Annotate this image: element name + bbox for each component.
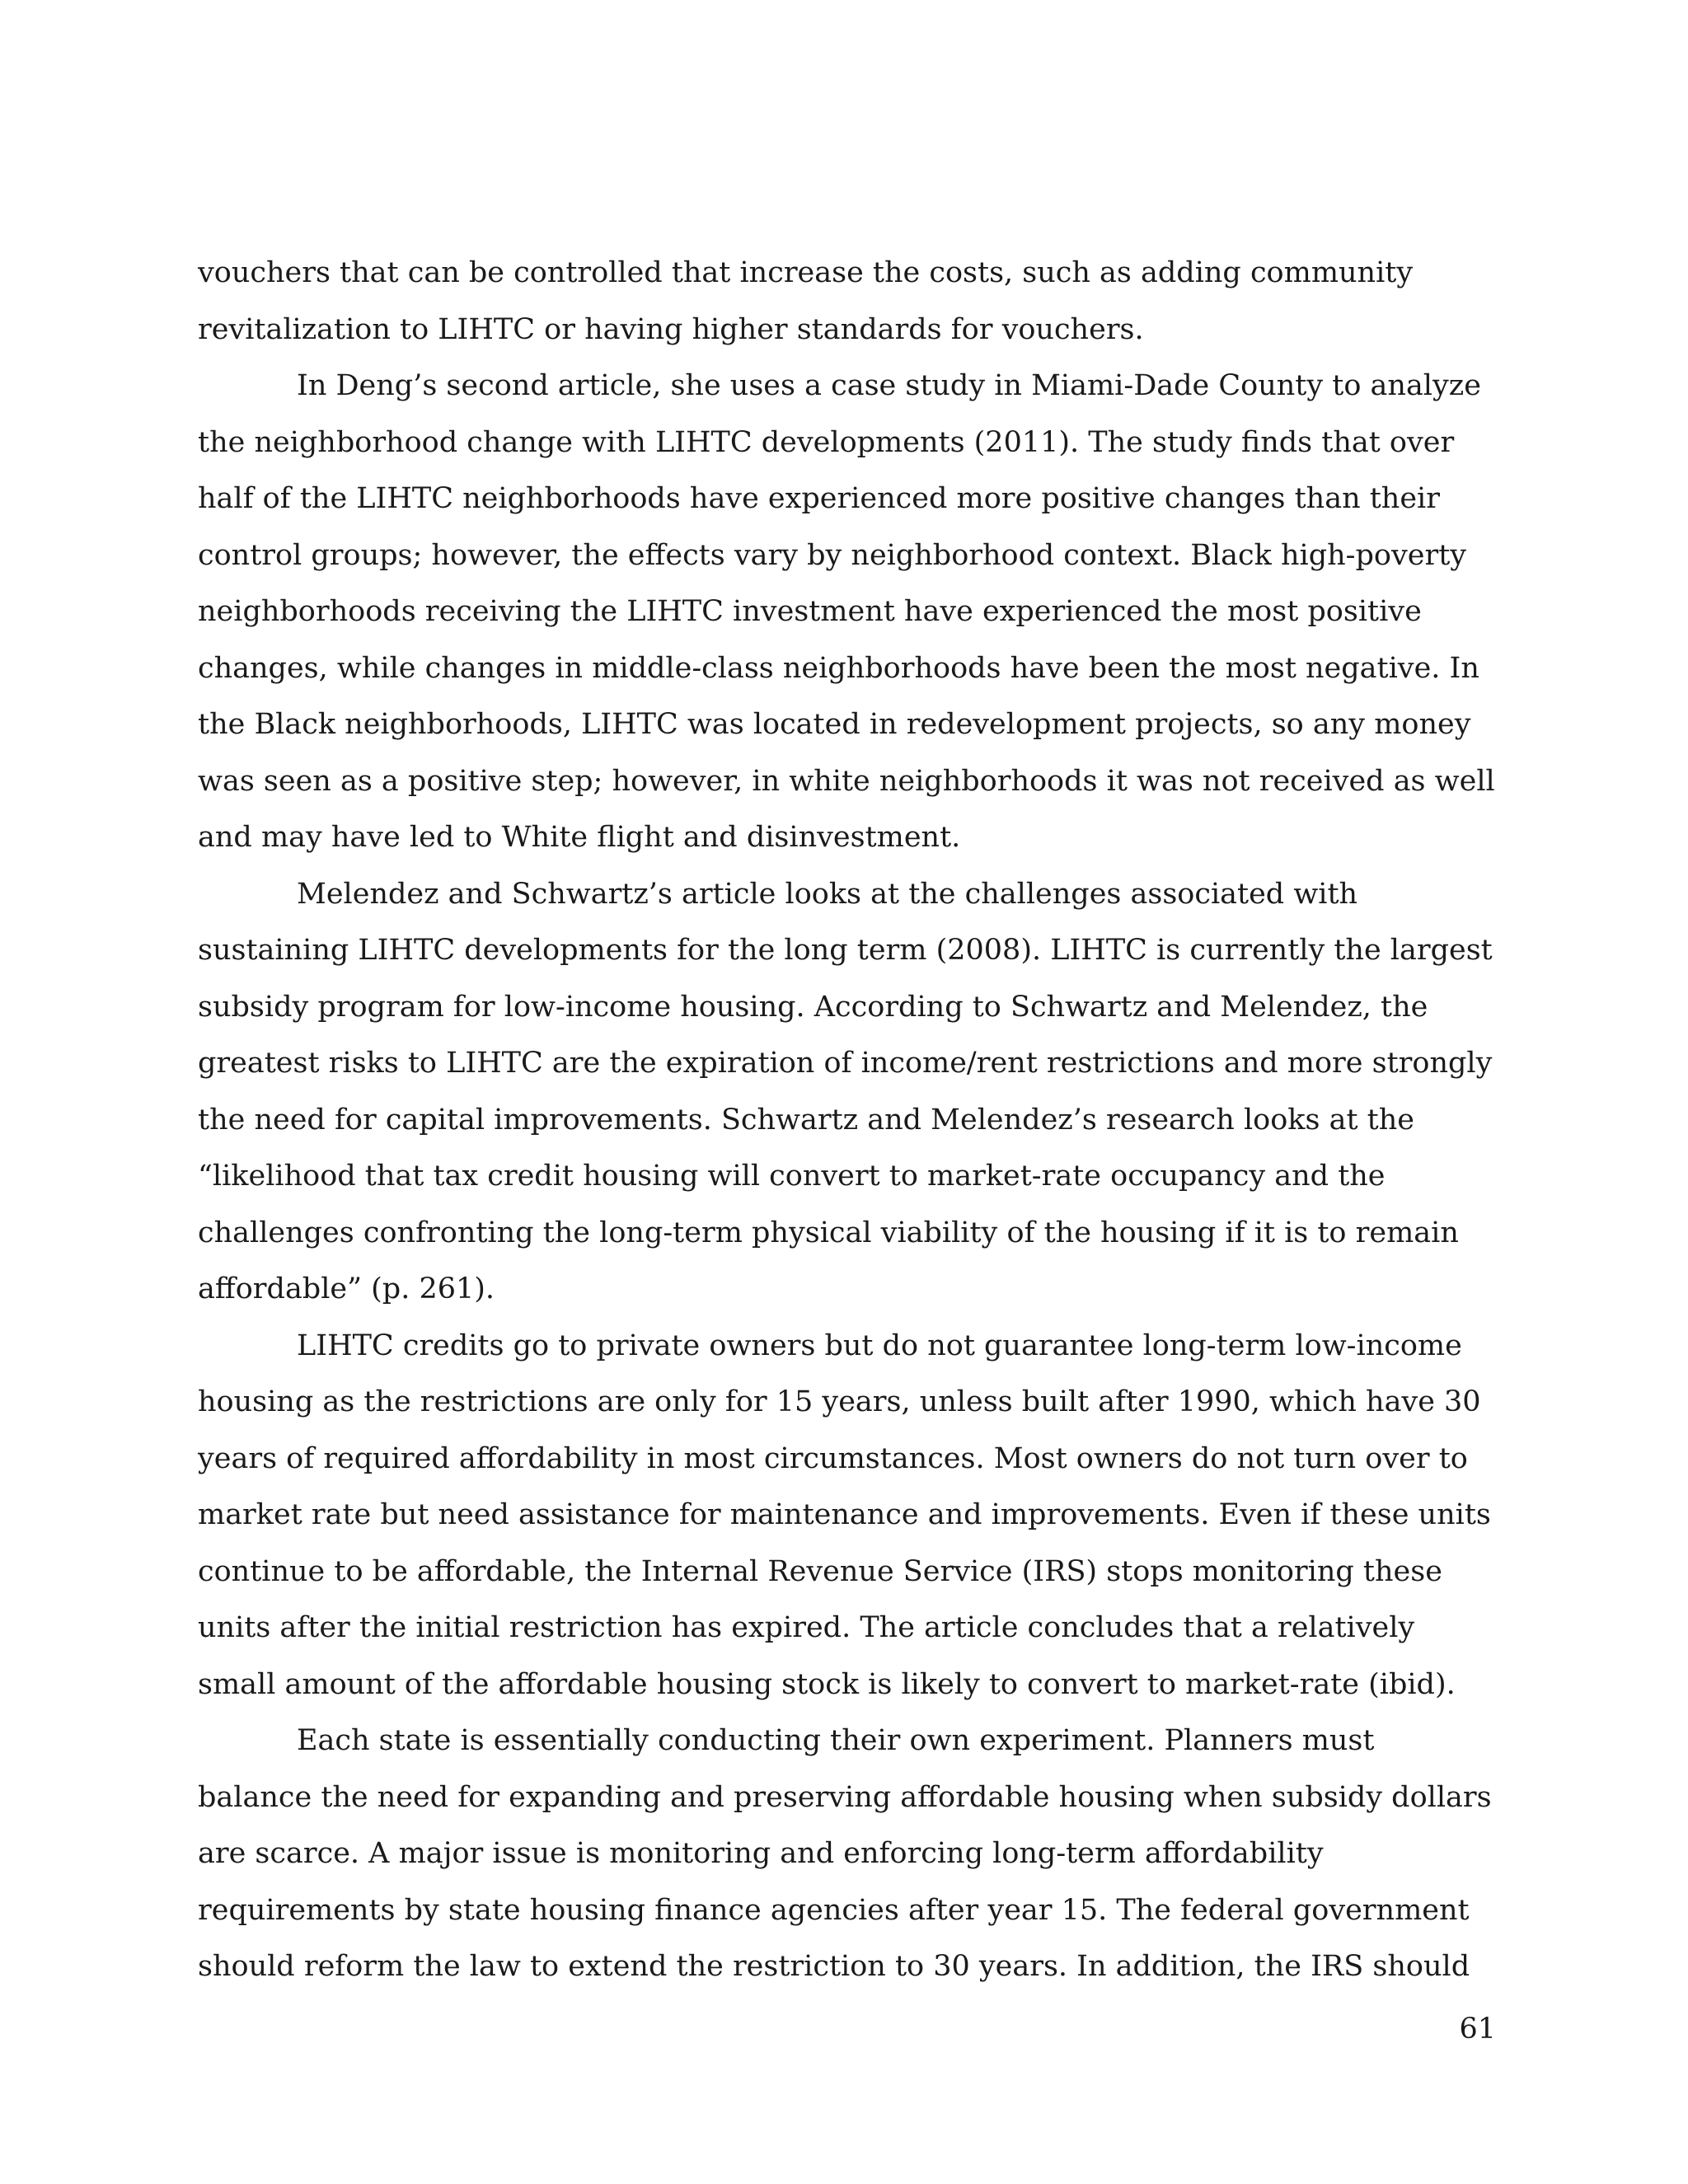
paragraph-3: Melendez and Schwartz’s article looks at the challenges associated with sustaining LIHTC developments for the long term (2008). LIHTC is currently the largest subsidy program for low-income housing. According to Schwartz and Melendez, the greatest risks to LIHTC are the expiration of income/rent restrictions and more strongly the need for capital improvements. Schwartz and Melendez’s research looks at the “likelihood that tax credit housing will convert to market-rate occupancy and the challenges confronting the long-term physical viability of the housing if it is to remain affordable” (p. 261). bbox=[198, 877, 1493, 1305]
paragraph-5: Each state is essentially conducting their own experiment. Planners must balance the need for expanding and preserving affordable housing when subsidy dollars are scarce. A major issue is monitoring and enforcing long-term affordability requirements by state housing finance agencies after year 15. The federal government should reform the law to extend the restriction to 30 years. In addition, the IRS should bbox=[198, 1724, 1492, 1983]
page-number: 61 bbox=[1459, 2013, 1496, 2046]
paragraph-4: LIHTC credits go to private owners but do not guarantee long-term low-income housing as the restrictions are only for 15 years, unless built after 1990, which have 30 years of required affordability in most circumstances. Most owners do not turn over to market rate but need assistance for maintenance and improvements. Even if these units continue to be affordable, the Internal Revenue Service (IRS) stops monitoring these units after the initial restriction has expired. The article concludes that a relatively small amount of the affordable housing stock is likely to convert to market-rate (ibid). bbox=[198, 1329, 1491, 1701]
paragraph-1: vouchers that can be controlled that increase the costs, such as adding community revitalization to LIHTC or having higher standards for vouchers. bbox=[198, 256, 1414, 346]
document-body bbox=[198, 245, 1496, 1995]
paragraph-2: In Deng’s second article, she uses a case study in Miami-Dade County to analyze the neighborhood change with LIHTC developments (2011). The study finds that over half of the LIHTC neighborhoods have experienced more positive changes than their control groups; however, the effects vary by neighborhood context. Black high-poverty neighborhoods receiving the LIHTC investment have experienced the most positive changes, while changes in middle-class neighborhoods have been the most negative. In the Black neighborhoods, LIHTC was located in redevelopment projects, so any money was seen as a positive step; however, in white neighborhoods it was not received as well and may have led to White flight and disinvestment. bbox=[198, 369, 1495, 854]
